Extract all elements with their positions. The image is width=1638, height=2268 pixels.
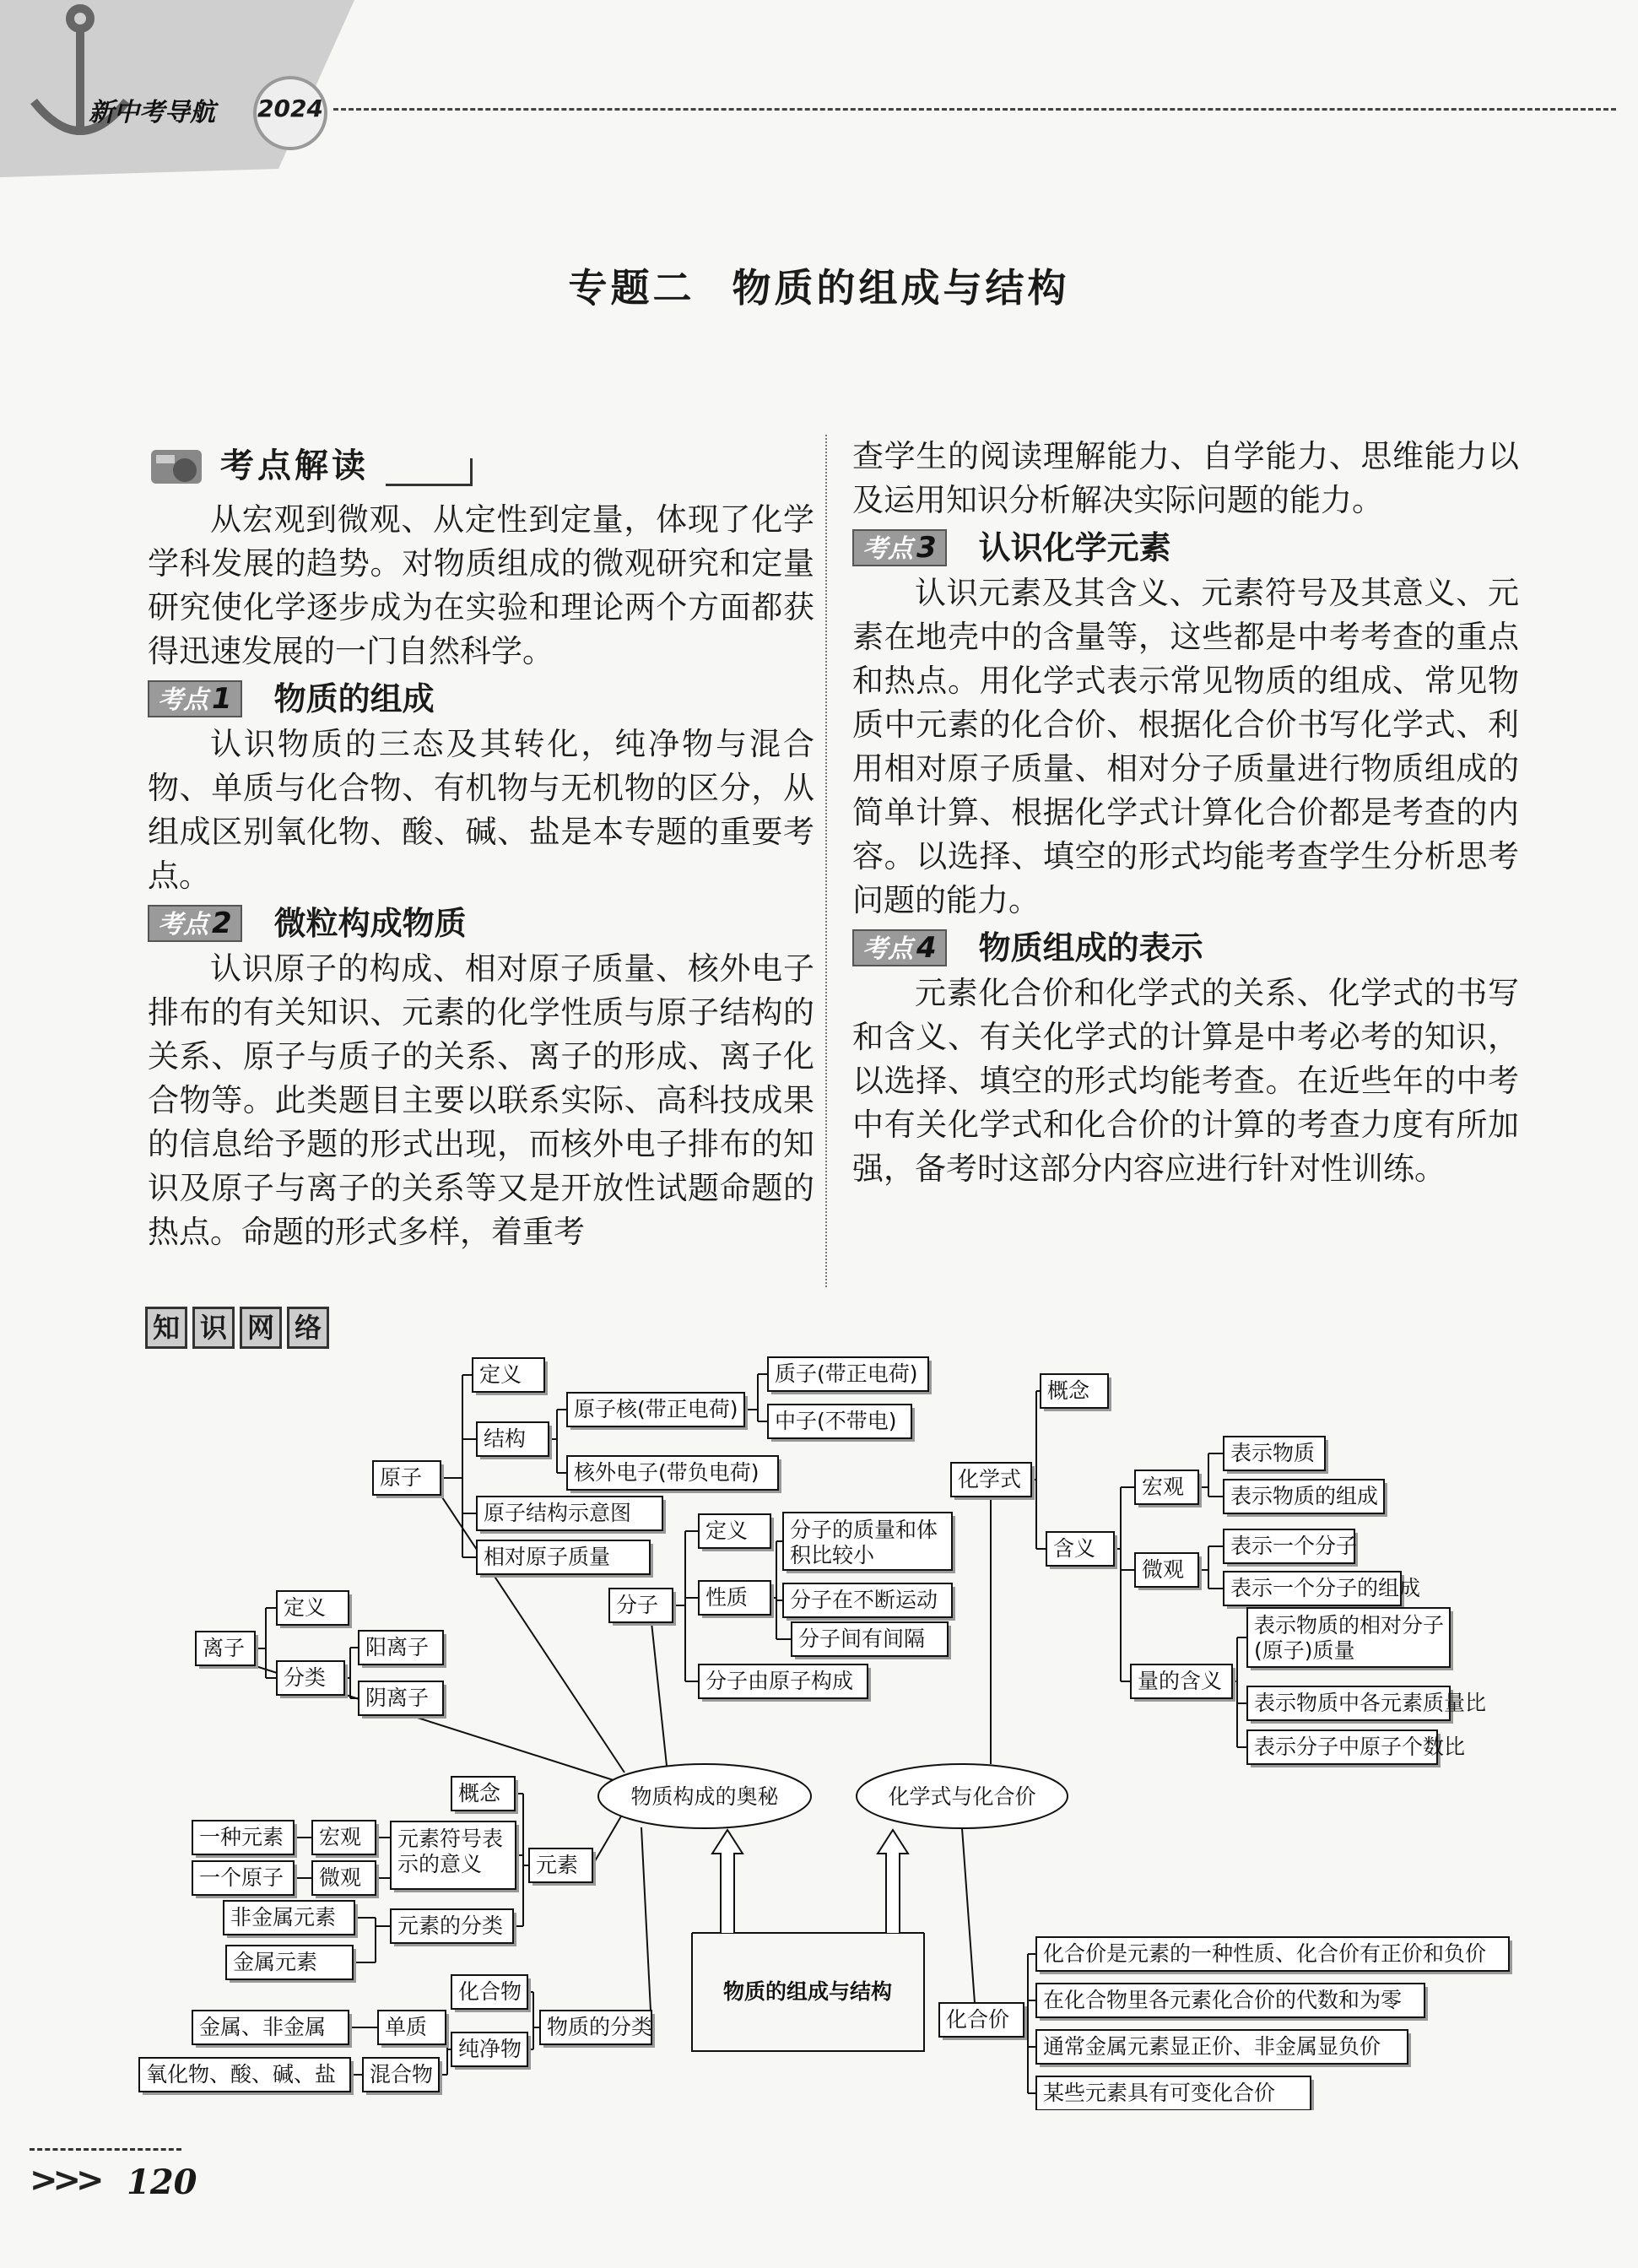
kaodian-3-title: 认识化学元素 bbox=[978, 529, 1171, 566]
net-label-char: 知 bbox=[145, 1307, 187, 1349]
node-label: 单质 bbox=[385, 2015, 428, 2039]
node-yizhong bbox=[192, 1821, 297, 1858]
kaodian-3-header bbox=[852, 526, 1519, 570]
node-label: 分类 bbox=[284, 1665, 327, 1690]
node-bs_geshubi bbox=[1247, 1730, 1465, 1767]
node-huahejia bbox=[939, 2003, 1027, 2040]
node-label: 元素符号表示的意义 bbox=[397, 1827, 504, 1876]
node-hongguan2 bbox=[1135, 1470, 1202, 1507]
node-yuanzi bbox=[373, 1461, 444, 1498]
right-column bbox=[852, 435, 1519, 1191]
node-label: 中子(不带电) bbox=[775, 1409, 897, 1433]
kaodian-1-text: 认识物质的三态及其转化，纯净物与混合物、单质与化合物、有机物与无机物的区分，从组成区别氧化物、酸、碱、盐是本专题的重要考点。 bbox=[148, 726, 814, 894]
connector-line bbox=[641, 1827, 651, 2027]
node-label: 分子的质量和体积比较小 bbox=[790, 1518, 938, 1567]
node-xingzhi bbox=[699, 1581, 774, 1618]
node-hunhewu bbox=[363, 2058, 442, 2095]
node-label: 化合物 bbox=[458, 1979, 522, 2004]
node-zhuti bbox=[692, 1933, 924, 2051]
page-title: 专题二 物质的组成与结构 bbox=[568, 265, 1070, 311]
node-label: 分子间有间隔 bbox=[798, 1627, 926, 1651]
node-label: 定义 bbox=[479, 1362, 522, 1387]
node-label: 表示物质 bbox=[1230, 1441, 1316, 1465]
column-divider bbox=[825, 435, 827, 1287]
node-jinshu bbox=[226, 1946, 356, 1983]
kaodian-3-text: 认识元素及其含义、元素符号及其意义、元素在地壳中的含量等，这些都是中考考查的重点和热点。用化学式表示常见物质的组成、常见物质中元素的化合价、根据化合价书写化学式、利用相对原子质量、相对分子质量进行物质组成的简单计算、根据化学式计算化合价都是考查的内容。以选择、填空的形式均能考查学生分析思考问题的能力。 bbox=[852, 575, 1519, 918]
node-label: 阳离子 bbox=[365, 1635, 430, 1659]
kaodian-4-title: 物质组成的表示 bbox=[978, 929, 1203, 966]
node-label: 宏观 bbox=[1142, 1475, 1185, 1499]
node-fz_yundong bbox=[783, 1583, 955, 1621]
node-label: 宏观 bbox=[319, 1825, 362, 1849]
node-label: 原子结构示意图 bbox=[484, 1501, 632, 1525]
node-label: 表示分子中原子个数比 bbox=[1254, 1735, 1466, 1759]
node-label: 非金属元素 bbox=[230, 1905, 337, 1930]
node-label: 离子 bbox=[203, 1636, 246, 1660]
kaodian-4-text: 元素化合价和化学式的关系、化学式的书写和含义、有关化学式的计算是中考必考的知识，以选择、填空的形式均能考查。在近些年的中考中有关化学式和化合价的计算的考查力度有所加强，备考时这部分内容应进行针对性训练。 bbox=[852, 975, 1519, 1187]
node-label: 质子(带正电荷) bbox=[775, 1361, 918, 1386]
node-liang bbox=[1131, 1664, 1235, 1702]
kaodian-2-title: 微粒构成物质 bbox=[273, 905, 467, 942]
node-zhongzi bbox=[768, 1405, 915, 1442]
node-label: 量的含义 bbox=[1138, 1669, 1223, 1693]
node-label: 一种元素 bbox=[199, 1825, 284, 1849]
node-yuansu bbox=[529, 1849, 596, 1886]
node-label: 物质的分类 bbox=[547, 2015, 653, 2039]
node-fz_jiange bbox=[792, 1622, 951, 1659]
header-banner bbox=[0, 0, 1638, 211]
node-ys_fenlei bbox=[391, 1909, 516, 1946]
reading-icon bbox=[148, 443, 214, 489]
reading-intro: 从宏观到微观、从定性到定量，体现了化学学科发展的趋势。对物质组成的微观研究和定量研究使化学逐步成为在实验和理论两个方面都获得迅速发展的一门自然科学。 bbox=[148, 501, 814, 669]
node-label: 在化合物里各元素化合价的代数和为零 bbox=[1043, 1988, 1403, 2012]
node-dingyi2 bbox=[699, 1514, 774, 1551]
node-label: 某些元素具有可变化合价 bbox=[1043, 2081, 1276, 2105]
net-label-char: 络 bbox=[287, 1307, 329, 1349]
node-label: 通常金属元素显正价、非金属显负价 bbox=[1043, 2034, 1381, 2059]
node-label: 概念 bbox=[458, 1781, 501, 1805]
node-weiguan1 bbox=[312, 1861, 379, 1898]
reading-title: 考点解读 bbox=[220, 447, 369, 485]
node-dingyi3 bbox=[277, 1591, 352, 1628]
up-arrow-icon bbox=[878, 1830, 908, 1933]
hub-label: 化学式与化合价 bbox=[888, 1784, 1036, 1809]
node-hongguan1 bbox=[312, 1821, 379, 1858]
node-bs_zhiliangbi bbox=[1247, 1686, 1486, 1724]
node-feijinshu bbox=[224, 1901, 358, 1938]
node-label: 表示物质中各元素质量比 bbox=[1254, 1691, 1487, 1715]
hub-hxs_hhj bbox=[857, 1764, 1068, 1828]
node-label: 化学式 bbox=[958, 1467, 1022, 1491]
node-danzhi bbox=[378, 2011, 449, 2048]
node-label: 微观 bbox=[319, 1865, 362, 1890]
node-label: 核外电子(带负电荷) bbox=[574, 1460, 760, 1485]
hub-aomi bbox=[598, 1764, 811, 1828]
node-label: 性质 bbox=[705, 1585, 749, 1610]
connector-line bbox=[441, 1495, 624, 1773]
node-fuhao bbox=[391, 1821, 519, 1892]
node-jinshu_feijinshu bbox=[192, 2011, 352, 2048]
node-label: 分子 bbox=[616, 1593, 659, 1617]
connector-line bbox=[651, 1622, 667, 1766]
kaodian-3-badge: 考点 3 bbox=[852, 529, 947, 566]
node-label: 结构 bbox=[484, 1426, 527, 1451]
node-label: 原子 bbox=[380, 1465, 423, 1490]
node-label: 表示一个分子 bbox=[1230, 1534, 1358, 1558]
node-weiguan2 bbox=[1135, 1553, 1202, 1590]
node-label: 元素 bbox=[536, 1853, 579, 1877]
node-bs_fenzi bbox=[1224, 1529, 1358, 1567]
node-chunjingwu bbox=[451, 2033, 531, 2070]
center-title: 物质的组成与结构 bbox=[722, 1979, 893, 2004]
knowledge-network-label bbox=[145, 1307, 329, 1349]
node-fz_goucheng bbox=[699, 1664, 871, 1702]
node-dingyi1 bbox=[473, 1358, 548, 1395]
kaodian-4-header bbox=[852, 926, 1519, 970]
kaodian-1-header bbox=[148, 677, 814, 721]
node-zhizi bbox=[768, 1357, 932, 1394]
node-yinlizi bbox=[359, 1681, 446, 1719]
node-label: 定义 bbox=[705, 1518, 749, 1543]
node-huaxueshi bbox=[951, 1463, 1035, 1500]
header-divider bbox=[333, 108, 1616, 111]
diagram-nodes bbox=[139, 1357, 1512, 2110]
kaodian-2-header bbox=[148, 901, 814, 945]
node-hhj2 bbox=[1036, 1984, 1428, 2021]
hub-label: 物质构成的奥秘 bbox=[630, 1784, 779, 1809]
node-jiegou bbox=[477, 1422, 552, 1459]
reading-section-header bbox=[148, 439, 814, 493]
node-label: 化合价是元素的一种性质、化合价有正价和负价 bbox=[1043, 1941, 1487, 1966]
node-yanghuawu bbox=[139, 2058, 354, 2095]
node-bs_wuzhi bbox=[1224, 1437, 1328, 1474]
node-huahewu bbox=[451, 1975, 531, 2012]
kaodian-1-title: 物质的组成 bbox=[273, 680, 435, 717]
node-label: 金属元素 bbox=[233, 1950, 318, 1974]
node-lizi bbox=[196, 1632, 258, 1669]
kaodian-4-badge: 考点 4 bbox=[852, 929, 947, 966]
node-fenlei1 bbox=[277, 1661, 348, 1698]
node-wz_fenlei bbox=[540, 2011, 655, 2048]
node-hhj4 bbox=[1036, 2076, 1314, 2110]
node-label: 含义 bbox=[1053, 1536, 1096, 1561]
node-yige bbox=[192, 1861, 297, 1898]
node-fz_zhiliang bbox=[783, 1513, 955, 1573]
node-yanglizi bbox=[359, 1631, 446, 1668]
page-number: 120 bbox=[127, 2162, 197, 2202]
node-label: 分子由原子构成 bbox=[705, 1669, 854, 1693]
node-hhj1 bbox=[1036, 1937, 1512, 1974]
node-label: 微观 bbox=[1142, 1557, 1185, 1582]
node-gainian1 bbox=[451, 1777, 518, 1814]
node-label: 表示物质的组成 bbox=[1230, 1484, 1379, 1508]
node-label: 元素的分类 bbox=[397, 1913, 504, 1938]
node-bs_fz_zucheng bbox=[1224, 1572, 1420, 1609]
node-hewai bbox=[567, 1456, 781, 1493]
node-label: 纯净物 bbox=[458, 2037, 522, 2061]
kaodian-2-badge: 考点 2 bbox=[148, 905, 242, 942]
node-label: 阴离子 bbox=[365, 1686, 430, 1710]
node-hhj3 bbox=[1036, 2030, 1411, 2067]
node-xiangdui bbox=[477, 1540, 653, 1578]
node-label: 概念 bbox=[1047, 1378, 1090, 1403]
node-label: 原子核(带正电荷) bbox=[574, 1397, 738, 1421]
node-label: 一个原子 bbox=[199, 1865, 284, 1890]
left-column bbox=[148, 439, 814, 1254]
kaodian-2-text: 认识原子的构成、相对原子质量、核外电子排布的有关知识、元素的化学性质与原子结构的关系、原子与质子的关系、离子的形成、离子化合物等。此类题目主要以联系实际、高科技成果的信息给予题的形式出现，而核外电子排布的知识及原子与离子的关系等又是开放性试题命题的热点。命题的形式多样，着重考 bbox=[148, 950, 814, 1250]
connector-line bbox=[592, 1811, 624, 1865]
node-label: 相对原子质量 bbox=[484, 1545, 611, 1569]
up-arrow-icon bbox=[712, 1830, 743, 1933]
node-label: 氧化物、酸、碱、盐 bbox=[146, 2062, 337, 2087]
connector-line bbox=[962, 1828, 975, 2003]
node-label: 表示物质的相对分子(原子)质量 bbox=[1254, 1613, 1445, 1663]
node-fenzi bbox=[609, 1589, 676, 1626]
node-bs_zucheng bbox=[1224, 1480, 1387, 1517]
brand-name: 新中考导航 bbox=[89, 98, 215, 127]
node-label: 混合物 bbox=[370, 2062, 434, 2087]
node-label: 表示一个分子的组成 bbox=[1230, 1576, 1421, 1600]
node-shiyitu bbox=[477, 1497, 666, 1534]
node-hanyi bbox=[1046, 1532, 1117, 1569]
node-label: 金属、非金属 bbox=[199, 2015, 327, 2039]
footer-divider bbox=[30, 2148, 181, 2151]
node-label: 分子在不断运动 bbox=[790, 1588, 938, 1612]
node-label: 定义 bbox=[284, 1595, 327, 1620]
kaodian-1-badge: 考点 1 bbox=[148, 680, 242, 717]
year-label: 2024 bbox=[257, 95, 323, 122]
node-bs_xiangdui bbox=[1247, 1608, 1453, 1670]
kaodian-2-continuation: 查学生的阅读理解能力、自学能力、思维能力以及运用知识分析解决实际问题的能力。 bbox=[852, 438, 1519, 518]
net-label-char: 识 bbox=[192, 1307, 235, 1349]
footer-arrows-icon: >>> bbox=[30, 2161, 100, 2200]
knowledge-network-diagram bbox=[0, 1351, 1638, 2110]
node-yuanzihe bbox=[567, 1393, 748, 1430]
net-label-char: 网 bbox=[240, 1307, 282, 1349]
reading-title-decor bbox=[386, 458, 473, 486]
node-label: 化合价 bbox=[946, 2007, 1010, 2032]
node-gainian2 bbox=[1041, 1374, 1111, 1411]
